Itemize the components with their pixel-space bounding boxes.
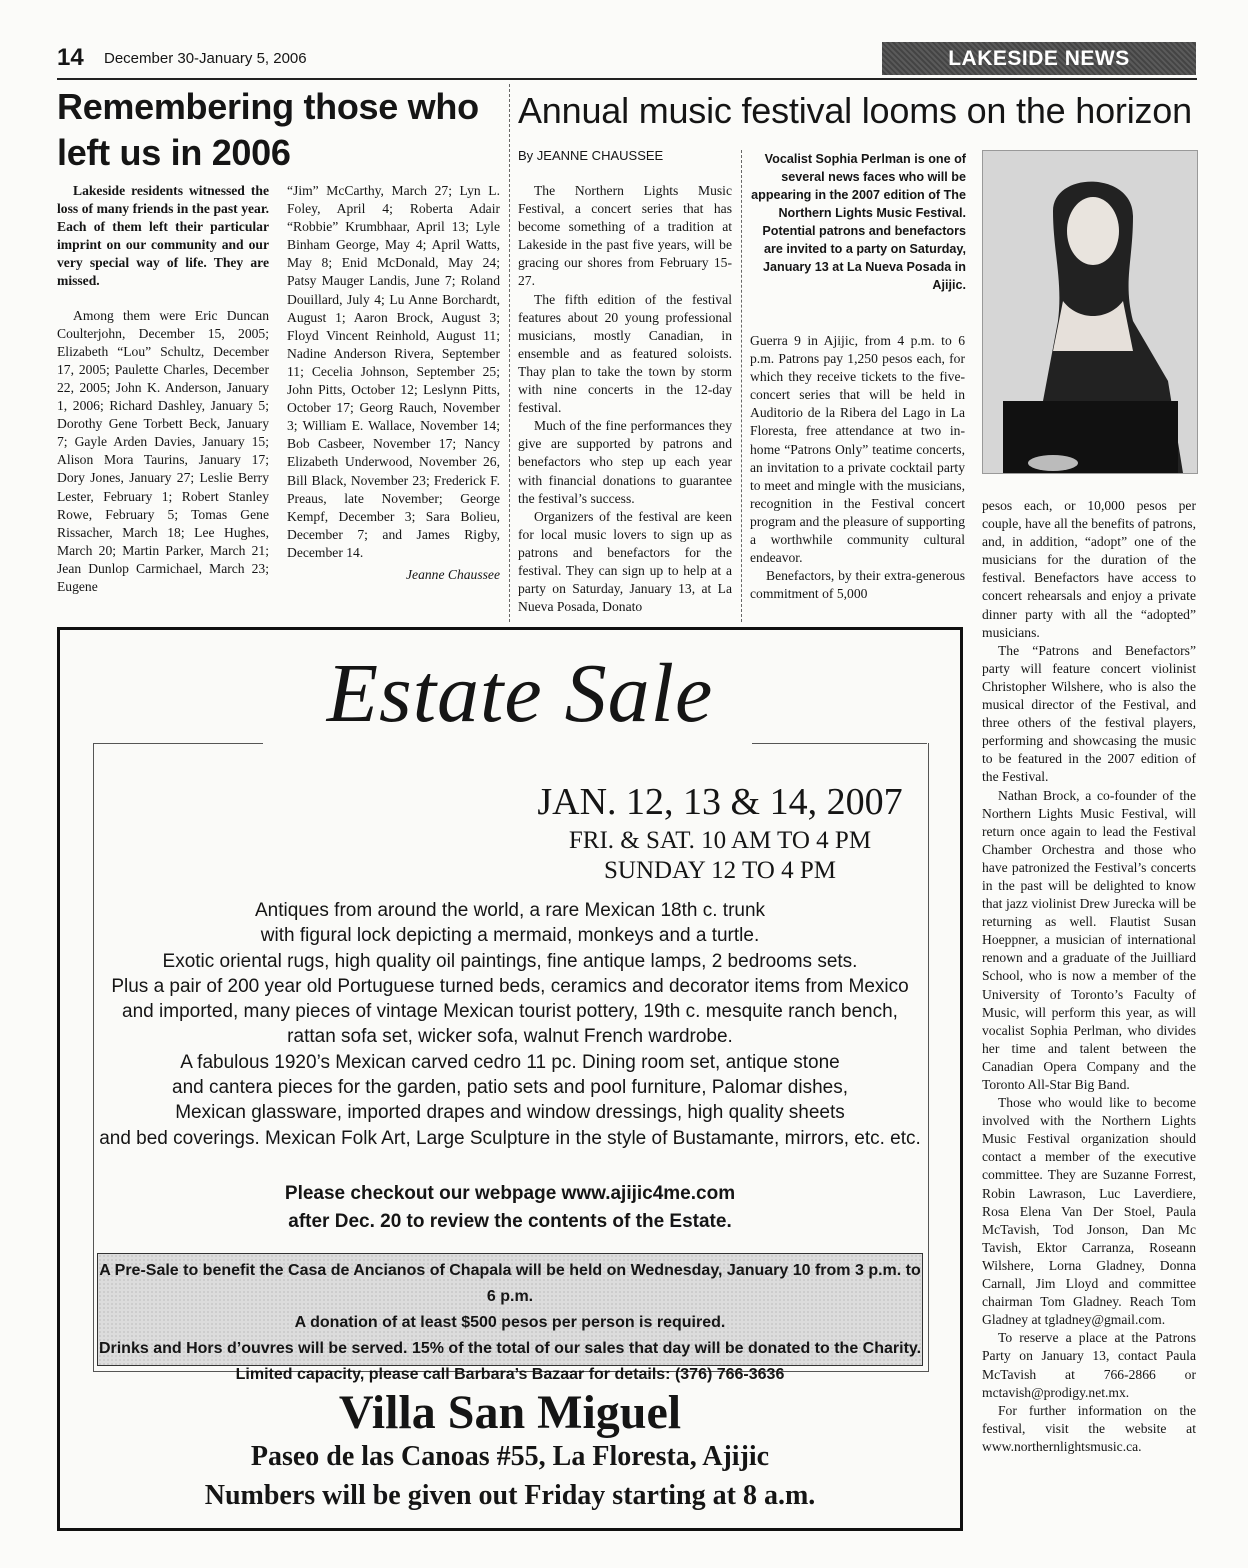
article-paragraph: Organizers of the festival are keen for local music lovers to sign up as patrons and benefactors for the festival. They can sign up to help at a party on Saturday, January 13, at La Nueva Posada, Donato — [518, 508, 732, 615]
article-paragraph: Guerra 9 in Ajijic, from 4 p.m. to 6 p.m. Patrons pay 1,250 pesos each, for which they receive tickets to the five-concert series that will be held in Auditorio de la Ribera del Lago in La Floresta, free attendance at two in-home “Patrons Only” teatime concerts, an invitation to a private cocktail party to meet and mingle with the musicians, recognition in the Festival concert program and the pleasure of supporting a worthwhile community cultural endeavor. — [750, 333, 965, 566]
article-paragraph: “Jim” McCarthy, March 27; Lyn L. Foley, April 4; Roberta Adair “Robbie” Krumbhaar, April 13; Lyle Binham George, May 4; April Watts, May 8; Enid McDonald, May 24; Patsy Mauger Landis, June 7; Roland Douillard, July 4; Lu Anne Borchardt, August 1; Aaron Brock, August 3; Floyd Vincent Reinhold, August 11; Nadine Anderson Rivera, September 11; Cecelia Johnson, September 25; John Pitts, October 12; Leslynn Pitts, October 17; Georg Rauch, November 3; William E. Wallace, November 14; Bob Casbeer, November 17; Nancy Elizabeth Underwood, November 26, Bill Black, November 23; Frederick F. Preaus, late November; George Kempf, December 3; Sara Bolieu, December 7; and James Rigby, December 14. — [287, 183, 500, 560]
sale-hours-sunday: SUNDAY 12 TO 4 PM — [603, 857, 836, 884]
sale-line: and imported, many pieces of vintage Mexican tourist pottery, 19th c. mesquite ranch bench, — [122, 1001, 898, 1023]
sale-dates: JAN. 12, 13 & 14, 2007 — [537, 781, 903, 823]
article-headline: Remembering those who left us in 2006 — [57, 86, 479, 173]
article-signature: Jeanne Chaussee — [406, 566, 500, 582]
article-paragraph: The fifth edition of the festival features about 20 young professional musicians, mostly Canadian, in ensemble and as featured soloists. Thay plan to take the town by storm with nine concerts in the 12-day festival. — [518, 291, 732, 416]
sale-hours — [520, 826, 920, 886]
article-paragraph: The Northern Lights Music Festival, a concert series that has become something of a tradition at Lakeside in the past five years, will be gracing our shores from February 15-27. — [518, 183, 732, 289]
page-number: 14 — [57, 44, 84, 71]
article-lede: Lakeside residents witnessed the loss of many friends in the past year. Each of them left their particular imprint on our community and our very special way of life. They are missed. — [57, 183, 269, 289]
article-column — [982, 497, 1196, 1456]
website-line: after Dec. 20 to review the contents of the Estate. — [288, 1211, 732, 1232]
venue-address: Paseo de las Canoas #55, La Floresta, Ajijic — [250, 1441, 770, 1472]
photo-vocalist — [982, 150, 1198, 474]
article-headline: Annual music festival looms on the horizon — [518, 90, 1192, 131]
article-column — [287, 182, 500, 584]
article-paragraph: Benefactors, by their extra-generous commitment of 5,000 — [750, 568, 965, 602]
presale-line: Limited capacity, please call Barbara’s Bazaar for details: (376) 766-3636 — [235, 1366, 785, 1383]
article-paragraph: pesos each, or 10,000 pesos per couple, have all the benefits of patrons, and, in addition, “adopt” one of the musicians for the duration of the festival. Benefactors have access to concert rehearsals and enjoy a private dinner party with all the “adopted” musicians. — [982, 498, 1196, 640]
venue-note: Numbers will be given out Friday starting at 8 a.m. — [204, 1480, 816, 1511]
portrait-image — [983, 151, 1197, 473]
website-line: Please checkout our webpage www.ajijic4me.com — [284, 1183, 736, 1204]
column-divider — [741, 150, 742, 622]
byline: By JEANNE CHAUSSEE — [518, 148, 664, 163]
sale-line: Antiques from around the world, a rare Mexican 18th c. trunk — [254, 900, 766, 921]
sale-line: with figural lock depicting a mermaid, monkeys and a turtle. — [260, 925, 760, 947]
photo-caption: Vocalist Sophia Perlman is one of several news faces who will be appearing in the 2007 edition of The Northern Lights Music Festival. Potential patrons and benefactors are invited to a party on Saturday, January 13 at La Nueva Posada in Ajijic. — [751, 152, 966, 292]
venue-name: Villa San Miguel — [338, 1386, 682, 1439]
sale-line: Mexican glassware, imported drapes and window dressings, high quality sheets — [175, 1102, 845, 1124]
masthead: LAKESIDE NEWS — [882, 42, 1196, 75]
sale-line: Exotic oriental rugs, high quality oil paintings, fine antique lamps, 2 bedrooms sets. — [162, 950, 858, 972]
sale-line: and cantera pieces for the garden, patio sets and pool furniture, Palomar dishes, — [172, 1077, 848, 1099]
ad-title: Estate Sale — [326, 647, 714, 740]
column-divider — [509, 84, 510, 622]
article-paragraph: The “Patrons and Benefactors” party will feature concert violinist Christopher Wilshere, who is also the musical director of the Festival, and three others of the festival players, performing and showcasing the music to be featured in the 2007 edition of the Festival. — [982, 642, 1196, 785]
sale-line: rattan sofa set, wicker sofa, walnut French wardrobe. — [287, 1026, 733, 1048]
website-notice — [95, 1180, 925, 1236]
sale-line: Plus a pair of 200 year old Portuguese turned beds, ceramics and decorator items from Mexico — [111, 975, 909, 997]
article-column — [750, 332, 965, 603]
presale-line: A donation of at least $500 pesos per person is required. — [294, 1314, 726, 1331]
article-paragraph: To reserve a place at the Patrons Party on January 13, contact Paula McTavish at 766-2866 or mctavish@prodigy.net.mx. — [982, 1330, 1196, 1400]
article-paragraph: Nathan Brock, a co-founder of the Northern Lights Music Festival, will return once again to lead the Festival Chamber Orchestra and those who have patronized the Festival’s concerts in the past will be delighted to know that jazz violinist Drew Jurecka will be returning as well. Flautist Susan Hoeppner, a musician of international renown and a graduate of the Juilliard School, who is now a member of the University of Toronto’s Faculty of Music, will perform this year, as will vocalist Sophia Perlman, who divides her time and talent between the Canadian Opera Company and the Toronto All-Star Big Band. — [982, 787, 1196, 1092]
header-rule — [57, 78, 1197, 80]
article-paragraph: Much of the fine performances they give are supported by patrons and benefactors who step up each year with financial donations to guarantee the festival’s success. — [518, 418, 732, 506]
article-paragraph: Those who would like to become involved with the Northern Lights Music Festival organization should contact a member of the executive committee. They are Suzanne Forrest, Robin Lawrason, Luc Laverdiere, Rosa Elena Van Der Stoel, Paula McTavish, Tod Jonson, Dan Mc Tavish, Ektor Carranza, Roseann Wilshere, Lorna Gladney, Donna Carnall, Jim Lloyd and committee chairman Tom Gladney. Reach Tom Gladney at tgladney@gmail.com. — [982, 1095, 1196, 1328]
article-column — [518, 182, 732, 616]
article-paragraph: For further information on the festival, visit the website at www.northernlightsmusic.ca. — [982, 1402, 1196, 1454]
presale-line: A Pre-Sale to benefit the Casa de Ancianos of Chapala will be held on Wednesday, January 10 from 3 p.m. to 6 p.m. — [99, 1262, 921, 1305]
sale-line: A fabulous 1920’s Mexican carved cedro 11 pc. Dining room set, antique stone — [180, 1051, 840, 1073]
presale-line: Drinks and Hors d’ouvres will be served. 15% of the total of our sales that day will be donated to the Charity. — [98, 1340, 922, 1357]
sale-item-list — [95, 898, 925, 1151]
sale-line: and bed coverings. Mexican Folk Art, Large Sculpture in the style of Bustamante, mirrors, etc. etc. — [99, 1127, 921, 1149]
issue-date: December 30-January 5, 2006 — [104, 50, 307, 67]
article-paragraph: Among them were Eric Duncan Coulterjohn, December 15, 2005; Elizabeth “Lou” Schultz, December 17, 2005; Paulette Charles, December 22, 2005; John K. Anderson, January 1, 2006; Richard Dashley, January 5; Dorothy Gene Torbett Beck, January 7; Gayle Arden Davies, January 15; Alison Mora Taurins, January 17; Dory Jones, January 27; Leslie Berry Lester, February 1; Robert Stanley Rowe, February 5; Tomas Gene Rissacher, March 18; Lee Hughes, March 20; Martin Parker, March 21; Jean Dunlop Carmichael, March 23; Eugene — [57, 307, 269, 594]
presale-box — [97, 1253, 923, 1383]
article-column — [57, 182, 269, 596]
sale-hours-weekday: FRI. & SAT. 10 AM TO 4 PM — [568, 827, 872, 854]
